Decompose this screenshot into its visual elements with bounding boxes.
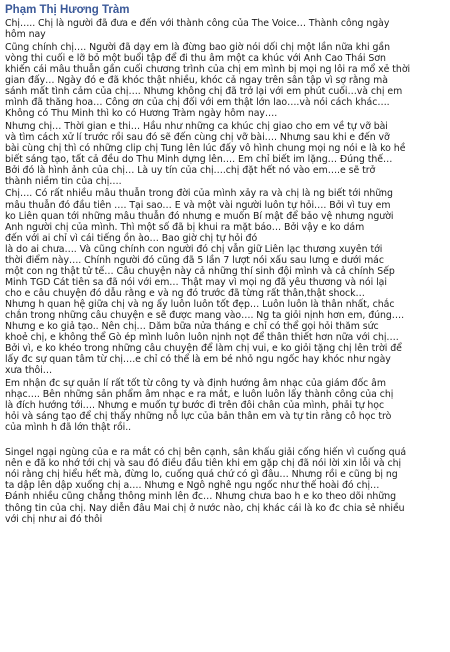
author-name[interactable]: Phạm Thị Hương Tràm [5,4,130,16]
post-paragraph-3: Nhưng chị… Thời gian e thi… Hầu như những ca khúc chị giao cho em về tự vỡ bài và tìm cách xử lí trước rồi sau đó sẽ đến cùng chị vỡ bài…. Nhưng sau khi e đến vỡ bài cùng chị thì có những clip chị Tung lên lúc đấy vô hình chung mọi ng nói e là ko hề biết sáng tạo, tất cả đều do Thu Minh dựng lên…. Em chỉ biết im lặng… Đúng thế… Bởi đó là hình ảnh của chị… Là uy tín của chị….chị đặt hết nó vào em….e sẽ trở thành niềm tin của chị…. [5,120,406,187]
post-paragraph-6: Singel ngại ngùng của e ra mắt có chị bên cạnh, sân khấu giải cống hiến vì cuống quá nên e đã ko nhớ tới chị và sau đó điều đầu tiên khi em gặp chị đã nói lời xin lỗi và chị nói rằng chị hiểu hết mà, đừng lo, cuống quá chứ có gì đâu… Nhưng rồi e cũng bị ng ta dập lên dập xuống chị a…. Nhưng e Ngô nghê ngu ngốc như thế hoài đó chị… Đánh nhiều cũng chẳng thông minh lên đc… Nhưng chưa bao h e ko theo dõi những thông tin của chị. Nay diễn đâu Mai chị ở nước nào, chị khác cái là ko đc chia sẻ nhiều với chị như ai đó thôi [5,447,407,525]
post-paragraph-spacer [5,435,446,446]
post-paragraph-5: Em nhận đc sự quản lí rất tốt từ công ty và định hướng âm nhạc của giám đốc âm nhạc…. Bên những sản phẩm âm nhạc e ra mắt, e luôn luôn lấy thành công của chị là đích hướng tới…. Nhưng e muốn tự bước đi trên đôi chân của mình, phải tự học hỏi và sáng tạo để chị thấy những nỗ lực của bản thân em và tự tin rằng cô học trò của mình h đã lớn thật rồi.. [5,377,394,434]
post-paragraph-2: Cũng chính chị…. Người đã dạy em là đừng bao giờ nói dối chị một lần nữa khi gần vòng thi cuối e lỡ bỏ một buổi tập để đi thu âm một ca khúc với Anh Cao Thái Sơn khiến cái mâu thuẫn gần cuối chương trình của chị em mình bị mọi ng lôi ra mổ xẻ thời gian đấy… Ngày đó e đã khóc thật nhiều, khóc cả ngay trên sân tập vì sợ rằng mà sánh mất tình cảm của chị…. Nhưng không chị đã trở lại với em phút cuối…và chị em mình đã thăng hoa… Công ơn của chị đối với em thật lớn lao….và nói cách khác…. Không có Thu Minh thì ko có Hương Tràm ngày hôm nay…. [5,41,411,119]
post-paragraph-1: Chị….. Chị là người đã đưa e đến với thành công của The Voice… Thành công ngày hôm nay [5,18,390,41]
post-paragraph-4: Chị…. Có rất nhiều mâu thuẫn trong đời của mình xảy ra và chị là ng biết tới những mâu thuẫn đó đầu tiên …. Tại sao… E và một vài người luôn tự hỏi…. Bởi vì tuy em ko Liên quan tới những mâu thuẫn đó nhưng e muốn Bí mật để bảo vệ nhưng người Anh người chị của mình. Thì một số đã bị khui ra mặt báo… Bởi vậy e ko dám đến với ai chỉ vì cái tiếng ồn ào… Bao giờ chị tự hỏi đó là do ai chưa…. Và cũng chính con người đó chị vẫn giữ Liên lạc thương xuyên tới thời điểm này…. Chính người đó cũng đã 5 lần 7 lượt nói xấu sau lưng e dưới mác một con ng thật tử tế… Câu chuyện này cả những thí sinh đội mình và cả chính Sếp Minh TGD Cát tiên sa đã nói với em… Thật may vì mọi ng đã yêu thương và nói lại cho e câu chuyện đó dẫu rằng e và ng đó trước đã từng rất thân,thật shock… Nhưng h quan hệ giữa chị và ng ấy luôn luôn tốt đẹp… Luôn luôn là thân nhất, chắc chắn trong những câu chuyện e sẽ được mang vào…. Ng ta giỏi nịnh hơn em, đúng…. Nhưng e ko giả tạo.. Nên chị… Dăm bữa nửa tháng e chỉ có thể gọi hỏi thăm sức khoẻ chị, e không thể Gò ép mình luôn luôn nịnh nọt để thân thiết hơn nữa với chị…. Bởi vì, e ko khéo trong những câu chuyện để làm chị vui, e ko giỏi tặng chị lên trời để lấy đc sự quan tâm từ chị….e chỉ có thể là em bé nhỏ ngu ngốc hay khóc như ngày xưa thôi… [5,188,405,377]
